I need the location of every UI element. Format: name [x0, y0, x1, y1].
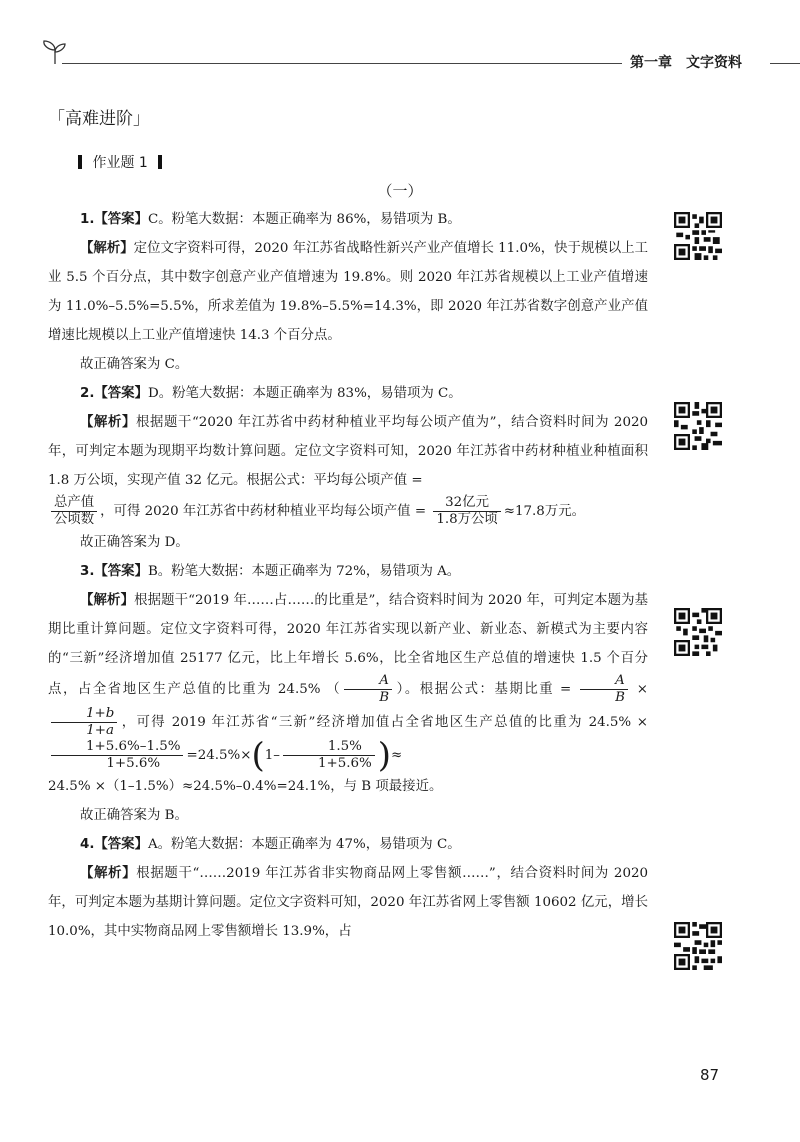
q4-analysis: 【解析】根据题干“……2019 年江苏省非实物商品网上零售额……”，结合资料时间为 2020 年，可判定本题为基期计算问题。定位文字资料可知，2020 年江苏省网上零售额 10602 亿元，增长 10.0%，其中实物商品网上零售额增长 13.9%，占 [48, 866, 649, 939]
exercise-title: 作业题 1 [78, 152, 162, 172]
chapter-title: 第一章 文字资料 [630, 55, 742, 71]
fraction: $\frac{\text{总产值}}{\text{公顷数}}$ [51, 495, 97, 528]
q1-answer: 1.【答案】C。粉笔大数据：本题正确率为 86%，易错项为 B。 [80, 212, 461, 227]
qr-code-icon[interactable] [674, 212, 722, 260]
q3-answer: 3.【答案】B。粉笔大数据：本题正确率为 72%，易错项为 A。 [80, 564, 461, 579]
q3-conclusion: 故正确答案为 B。 [80, 808, 188, 823]
fraction: $\frac{1.5\%}{1+5.6\%}$ [283, 739, 375, 772]
q3-calc-line: 24.5% ×（1–1.5%）≈24.5%–0.4%=24.1%，与 B 项最接近。 [48, 779, 443, 794]
qr-code-icon[interactable] [674, 402, 722, 450]
q2-conclusion: 故正确答案为 D。 [80, 535, 189, 550]
fraction: $\frac{1+b}{1+a}$ [51, 706, 117, 739]
fraction: $\frac{A}{B}$ [344, 673, 392, 706]
sub-heading: （一） [377, 182, 423, 200]
header-rule [62, 63, 622, 64]
solution-body [48, 205, 648, 946]
section-title: 「高难进阶」 [48, 109, 150, 129]
q2-formula: $\frac{\text{总产值}}{\text{公顷数}}$ ，可得 2020 年江苏省中药材种植业平均每公顷产值 = $\frac{\text{32亿元}}{\text{1.8万公顷}}$ ≈17.8万元。 [48, 495, 648, 528]
qr-code-icon[interactable] [674, 922, 722, 970]
q2-analysis: 【解析】根据题干“2020 年江苏省中药材种植业平均每公顷产值为”，结合资料时间为 2020 年，可判定本题为现期平均数计算问题。定位文字资料可知，2020 年江苏省中药材种植业种植面积 1.8 万公顷，实现产值 32 亿元。根据公式：平均每公顷产值 = [48, 415, 649, 488]
fraction: $\frac{A}{B}$ [580, 673, 628, 706]
page-number: 87 [700, 1066, 720, 1084]
q4-answer: 4.【答案】A。粉笔大数据：本题正确率为 47%，易错项为 C。 [80, 837, 461, 852]
bar-icon [158, 155, 162, 169]
fraction: $\frac{1+5.6\%-1.5\%}{1+5.6\%}$ [51, 739, 183, 772]
q2-answer: 2.【答案】D。粉笔大数据：本题正确率为 83%，易错项为 C。 [80, 386, 462, 401]
bar-icon [78, 155, 82, 169]
header-rule-right [770, 63, 800, 64]
q3-analysis: 【解析】根据题干“2019 年……占……的比重是”，结合资料时间为 2020 年，可判定本题为基期比重计算问题。定位文字资料可得，2020 年江苏省实现以新产业、新业态、新模式为主要内容的“三新”经济增加值 25177 亿元，比上年增长 5.6%，比全省地区生产总值的增速快 1.5 个百分点，占全省地区生产总值的比重为 24.5% （ $\frac{A}{B}$ ）。根据公式：基期比重 = $\frac{A}{B}$ × $\frac{1+b}{1+a}$ ，可得 2019 年江苏省“三新”经济增加值占全省地区生产总值的比重为 24.5% × $\frac{1+5.6\%-1.5\%}{1+5.6\%}$ =24.5%×(1– $\frac{1.5\%}{1+5.6\%}$ )≈ [48, 593, 648, 776]
q1-analysis: 【解析】定位文字资料可得，2020 年江苏省战略性新兴产业产值增长 11.0%，快于规模以上工业 5.5 个百分点，其中数字创意产业产值增速为 19.8%。则 2020 年江苏省规模以上工业产值增速为 11.0%–5.5%=5.5%，所求差值为 19.8%–5.5%=14.3%，即 2020 年江苏省数字创意产业产值增速比规模以上工业产值增速快 14.3 个百分点。 [48, 241, 648, 343]
sprout-icon [40, 38, 70, 66]
fraction: $\frac{\text{32亿元}}{\text{1.8万公顷}}$ [433, 495, 500, 528]
q1-conclusion: 故正确答案为 C。 [80, 357, 189, 372]
qr-code-icon[interactable] [674, 608, 722, 656]
page-header [40, 38, 800, 78]
